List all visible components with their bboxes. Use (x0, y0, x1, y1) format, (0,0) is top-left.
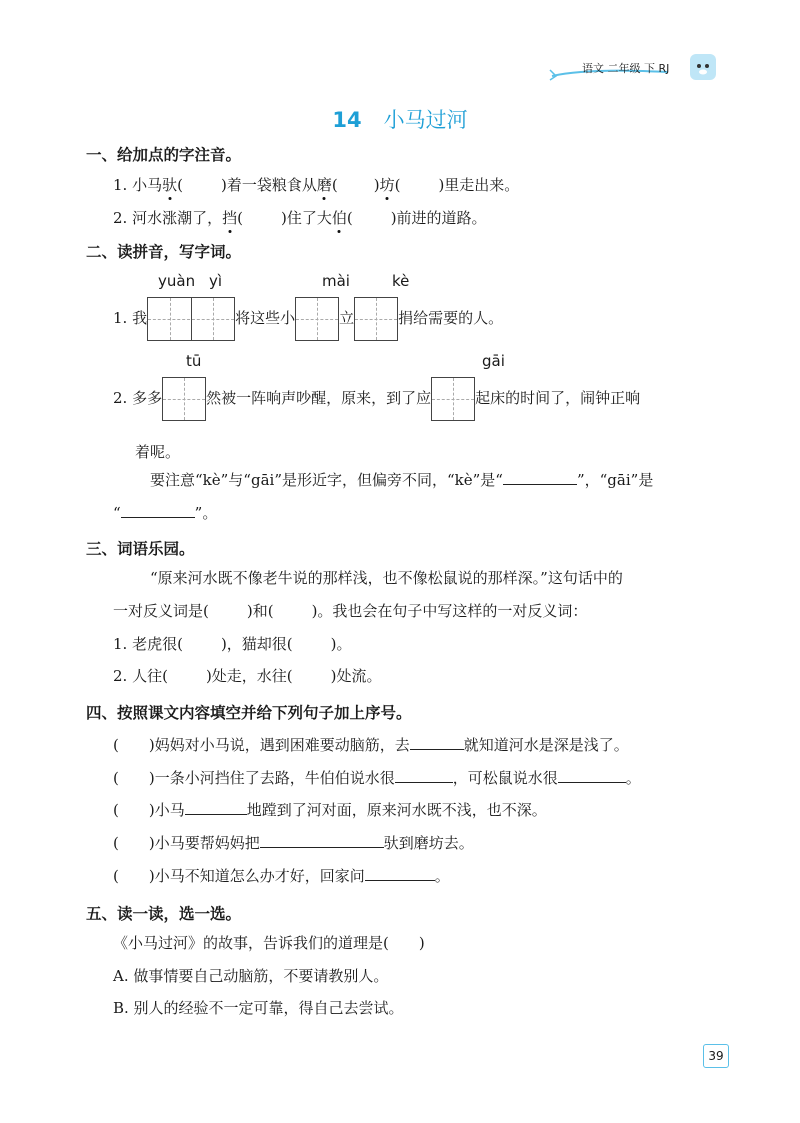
writing-grid-yuanyi[interactable] (147, 297, 235, 341)
lesson-number: 14 (332, 108, 362, 132)
s4-line-5: ( )小马不知道怎么办才好，回家问 。 (113, 867, 450, 885)
s2-note-2: “ ”。 (113, 504, 218, 522)
s4-line-3: ( )小马 地蹚到了河对面，原来河水既不浅，也不深。 (113, 801, 547, 819)
pinyin-tu: tū (186, 352, 202, 370)
pinyin-ke: kè (392, 272, 410, 290)
lesson-title: 小马过河 (383, 108, 468, 132)
writing-grid-ke[interactable] (354, 297, 398, 341)
section-3-heading: 三、词语乐园。 (86, 540, 195, 558)
header-tag: 语文 二年级 下 RJ (582, 62, 670, 75)
pinyin-yi: yì (209, 272, 223, 290)
pinyin-yuan: yuàn (158, 272, 196, 290)
page-title (0, 104, 800, 134)
section-4-heading: 四、按照课文内容填空并给下列句子加上序号。 (86, 704, 412, 722)
s1-question-2: 2. 河水涨潮了，挡( )住了大伯( )前进的道路。 (113, 209, 487, 227)
s3-question-1: 1. 老虎很( )，猫却很( )。 (113, 635, 352, 653)
mascot-icon (690, 54, 716, 80)
s5-option-b[interactable]: B. 别人的经验不一定可靠，得自己去尝试。 (113, 999, 404, 1017)
s4-line-1: ( )妈妈对小马说，遇到困难要动脑筋，去 就知道河水是深是浅了。 (113, 736, 629, 754)
s5-question: 《小马过河》的故事，告诉我们的道理是( ) (113, 934, 425, 952)
page-number: 39 (708, 1049, 724, 1063)
writing-grid-tu[interactable] (162, 377, 206, 421)
s4-line-2: ( )一条小河挡住了去路，牛伯伯说水很 ，可松鼠说水很 。 (113, 769, 641, 787)
note-blank-ke[interactable] (503, 470, 577, 485)
s2-question-1: 1. 我 将这些小 立 捐给需要的人。 (113, 296, 503, 341)
s2-question-2-cont: 着呢。 (135, 443, 181, 461)
section-1-heading: 一、给加点的字注音。 (86, 146, 242, 164)
pinyin-gai: gāi (482, 352, 505, 370)
section-2-heading: 二、读拼音，写字词。 (86, 243, 242, 261)
s1-question-1: 1. 小马驮( )着一袋粮食从磨( )坊( )里走出来。 (113, 176, 520, 194)
s2-note: 要注意“kè”与“gāi”是形近字，但偏旁不同，“kè”是“ ”，“gāi”是 (150, 471, 654, 489)
s5-option-a[interactable]: A. 做事情要自己动脑筋，不要请教别人。 (113, 967, 389, 985)
writing-grid-gai[interactable] (431, 377, 475, 421)
note-blank-gai[interactable] (121, 503, 195, 518)
s2-question-2: 2. 多多 然被一阵响声吵醒，原来，到了应 起床的时间了，闹钟正响 (113, 376, 640, 421)
page-number-box (703, 1044, 729, 1068)
s4-line-4: ( )小马要帮妈妈把 驮到磨坊去。 (113, 834, 474, 852)
section-5-heading: 五、读一读，选一选。 (86, 905, 242, 923)
s3-paragraph-2: 一对反义词是( )和( )。我也会在句子中写这样的一对反义词： (113, 602, 588, 620)
s3-question-2: 2. 人往( )处走，水往( )处流。 (113, 667, 382, 685)
writing-grid-mai[interactable] (295, 297, 339, 341)
pinyin-mai: mài (322, 272, 350, 290)
s3-paragraph-1: “原来河水既不像老牛说的那样浅，也不像松鼠说的那样深。”这句话中的 (150, 569, 623, 587)
